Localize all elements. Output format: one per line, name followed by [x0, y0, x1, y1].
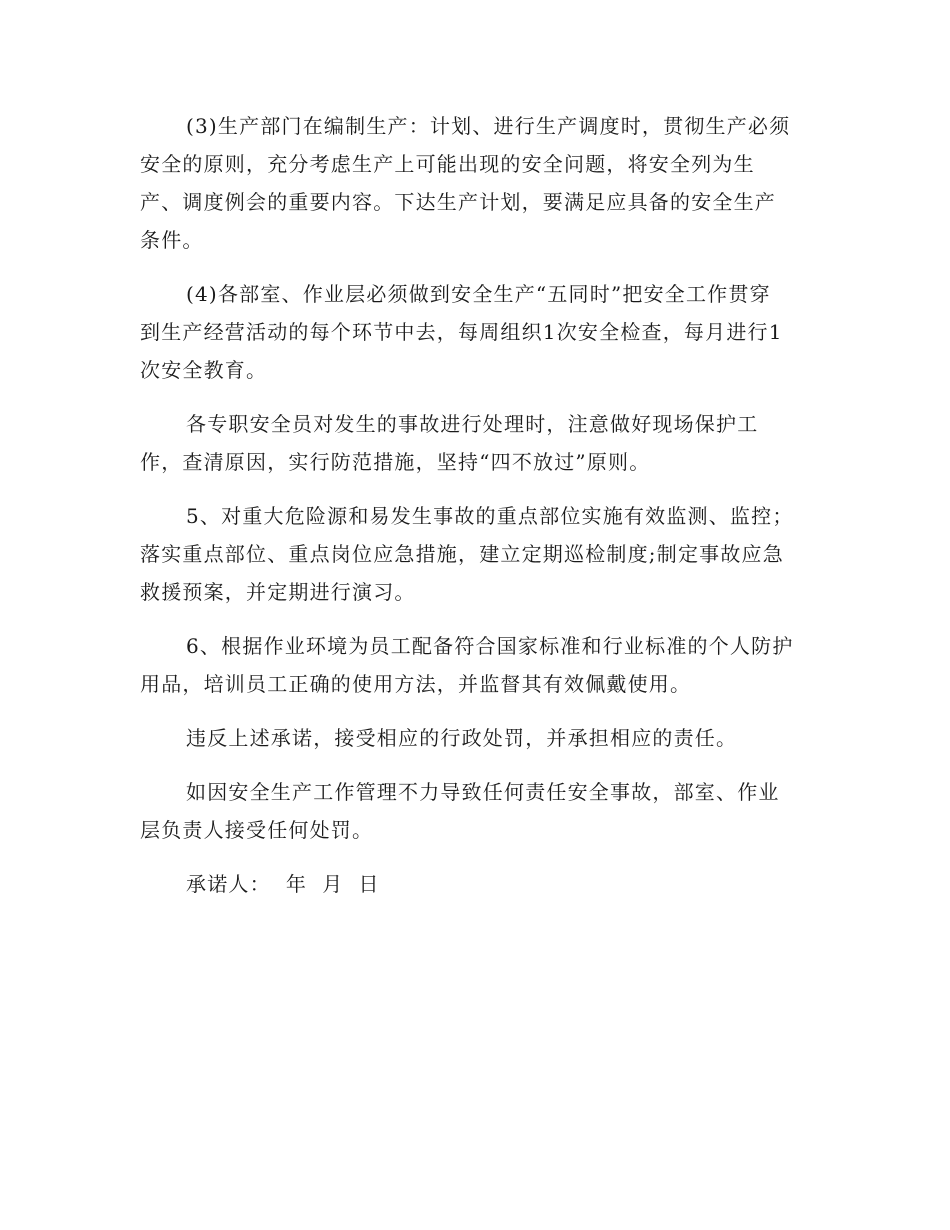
- text-line: 用品，培训员工正确的使用方法，并监督其有效佩戴使用。: [140, 672, 692, 696]
- text-line: 层负责人接受任何处罚。: [140, 818, 374, 842]
- paragraph-violation: [140, 719, 805, 757]
- paragraph-protective-equipment: [140, 627, 805, 703]
- paragraph-gap: [140, 757, 805, 773]
- text-line: 产、调度例会的重要内容。下达生产计划，要满足应具备的安全生产: [140, 190, 776, 214]
- paragraph-departments: [140, 275, 805, 389]
- signature-line: [140, 865, 805, 903]
- paragraph-gap: [140, 259, 805, 275]
- text-line: 条件。: [140, 228, 204, 252]
- paragraph-safety-officers: [140, 405, 805, 481]
- paragraph-gap: [140, 481, 805, 497]
- text-line: 救援预案，并定期进行演习。: [140, 580, 416, 604]
- paragraph-gap: [140, 703, 805, 719]
- paragraph-production-dept: [140, 107, 805, 259]
- text-line: 落实重点部位、重点岗位应急措施，建立定期巡检制度;制定事故应急: [140, 542, 784, 566]
- signature-text: 承诺人： 年 月 日: [186, 872, 380, 896]
- text-line: 次安全教育。: [140, 358, 268, 382]
- text-line: 到生产经营活动的每个环节中去，每周组织1次安全检查，每月进行1: [140, 320, 783, 344]
- text-line: 违反上述承诺，接受相应的行政处罚，并承担相应的责任。: [186, 726, 738, 750]
- text-line: (3)生产部门在编制生产：计划、进行生产调度时，贯彻生产必须: [186, 114, 791, 138]
- text-line: (4)各部室、作业层必须做到安全生产“五同时”把安全工作贯穿: [186, 282, 771, 306]
- text-line: 5、对重大危险源和易发生事故的重点部位实施有效监测、监控；: [186, 504, 794, 528]
- text-line: 作，查清原因，实行防范措施，坚持“四不放过”原则。: [140, 450, 651, 474]
- paragraph-hazard-monitoring: [140, 497, 805, 611]
- paragraph-accident-liability: [140, 773, 805, 849]
- text-line: 各专职安全员对发生的事故进行处理时，注意做好现场保护工: [186, 412, 759, 436]
- text-line: 6、根据作业环境为员工配备符合国家标准和行业标准的个人防护: [186, 634, 794, 658]
- paragraph-gap: [140, 389, 805, 405]
- document-body: [140, 107, 805, 903]
- paragraph-gap: [140, 611, 805, 627]
- text-line: 如因安全生产工作管理不力导致任何责任安全事故，部室、作业: [186, 780, 780, 804]
- paragraph-gap: [140, 849, 805, 865]
- text-line: 安全的原则，充分考虑生产上可能出现的安全问题，将安全列为生: [140, 152, 755, 176]
